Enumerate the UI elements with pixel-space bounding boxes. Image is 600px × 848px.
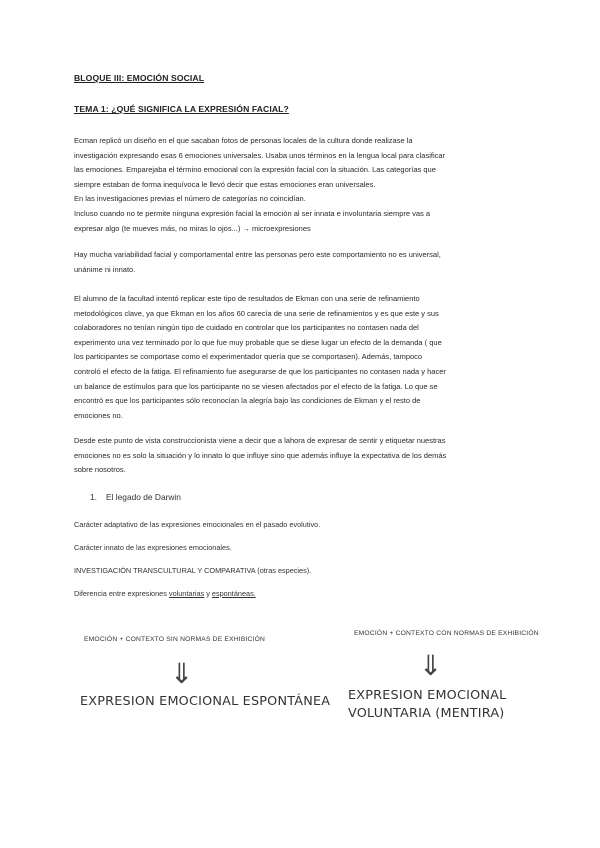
characteristic-innate: Carácter innato de las expresiones emocionales.: [74, 543, 232, 552]
right-condition-label: EMOCIÓN + CONTEXTO CON NORMAS DE EXHIBICIÓN: [354, 630, 539, 637]
text-line: unánime ni innato.: [74, 264, 136, 274]
text-line: un balance de estímulos para que los participante no se viesen afectados por el efecto de la fatiga. Lo que se: [74, 381, 438, 391]
characteristic-difference: [74, 589, 256, 598]
text-line: Incluso cuando no te permite ninguna expresión facial la emoción al ser innata e involuntaria siempre vas a: [74, 208, 431, 218]
text-line: encontró es que los participantes sólo reconocían la alegría bajo las condiciones de Ekman y el resto de: [74, 396, 421, 406]
text-line: metodológicos clave, ya que Ekman en los años 60 carecía de una serie de refinamientos y es que este y sus: [74, 308, 439, 318]
text-line: El alumno de la facultad intentó replicar este tipo de resultados de Ekman con una serie de refinamiento: [74, 294, 420, 303]
text-line: los participantes se comportase como el experimentador quería que se comportasen). Además, tampoco: [74, 352, 423, 362]
paragraph-replication: [74, 292, 536, 423]
text-line: expresar algo (te mueves más, no miras lo ojos...) → microexpresiones: [74, 223, 311, 233]
difference-mid: y: [204, 589, 212, 598]
text-line: En las investigaciones previas el número de categorías no coincidían.: [74, 194, 306, 204]
text-line: emociones no.: [74, 410, 123, 420]
down-arrow-icon: ⇓: [419, 649, 443, 682]
block-heading: BLOQUE III: EMOCIÓN SOCIAL: [74, 73, 205, 83]
text-line: emociones no es solo la situación y lo innato lo que influye sino que además influye la expectativa de los demás: [74, 450, 447, 460]
list-item-darwin: [90, 492, 181, 502]
spontaneous-expression-result: [80, 693, 330, 711]
text-line: colaboradores no tenían ningún tipo de cuidado en controlar que los participantes no contasen nada del: [74, 323, 419, 333]
down-arrow-icon: ⇓: [170, 657, 194, 690]
result-line: VOLUNTARIA (MENTIRA): [348, 706, 505, 721]
list-title: El legado de Darwin: [106, 492, 181, 502]
result-line: EXPRESION EMOCIONAL: [348, 688, 507, 703]
paragraph-constructionist: [74, 434, 536, 478]
text-line: investigación expresando esas 6 emociones universales. Usaba unos términos en la lengua local para clasificar: [74, 150, 446, 160]
paragraph-ekman-design: [74, 134, 536, 236]
text-line: experimento una vez terminado por lo que fue muy probable que se diese lugar un efecto de la demanda ( que: [74, 337, 442, 347]
text-line: Desde este punto de vista construccionista viene a decir que a lahora de expresar de sentir y etiquetar nuestras: [74, 436, 446, 445]
difference-prefix: Diferencia entre expresiones: [74, 589, 169, 598]
topic-heading: TEMA 1: ¿QUÉ SIGNIFICA LA EXPRESIÓN FACIAL?: [74, 104, 289, 114]
left-condition-label: EMOCIÓN + CONTEXTO SIN NORMAS DE EXHIBICIÓN: [84, 636, 266, 643]
text-line: sobre nosotros.: [74, 465, 126, 475]
spontaneous-term: espontáneas.: [211, 589, 256, 598]
text-line: las emociones. Emparejaba el término emocional con la expresión facial con la situación. Las categorías que: [74, 165, 436, 175]
text-line: controló el efecto de la fatiga. El refinamiento fue asegurarse de que los participantes no contasen nada y hacer: [74, 366, 446, 376]
list-number: 1.: [90, 492, 97, 502]
paragraph-variability: [74, 248, 536, 277]
characteristic-transcultural: INVESTIGACIÓN TRANSCULTURAL Y COMPARATIVA (otras especies).: [74, 566, 312, 575]
text-line: siempre estaban de forma inequívoca le llevó decir que estas emociones eran universales.: [74, 179, 376, 189]
text-line: Hay mucha variabilidad facial y comportamental entre las personas pero este comportamiento no es universal,: [74, 250, 441, 259]
text-line: Ecman replicó un diseño en el que sacaban fotos de personas locales de la cultura donde realizase la: [74, 136, 413, 145]
result-line: EXPRESION EMOCIONAL ESPONTÁNEA: [80, 694, 331, 709]
voluntary-expression-result: [348, 687, 506, 723]
characteristic-adaptive: Carácter adaptativo de las expresiones emocionales en el pasado evolutivo.: [74, 520, 321, 529]
voluntary-term: voluntarias: [168, 589, 205, 598]
